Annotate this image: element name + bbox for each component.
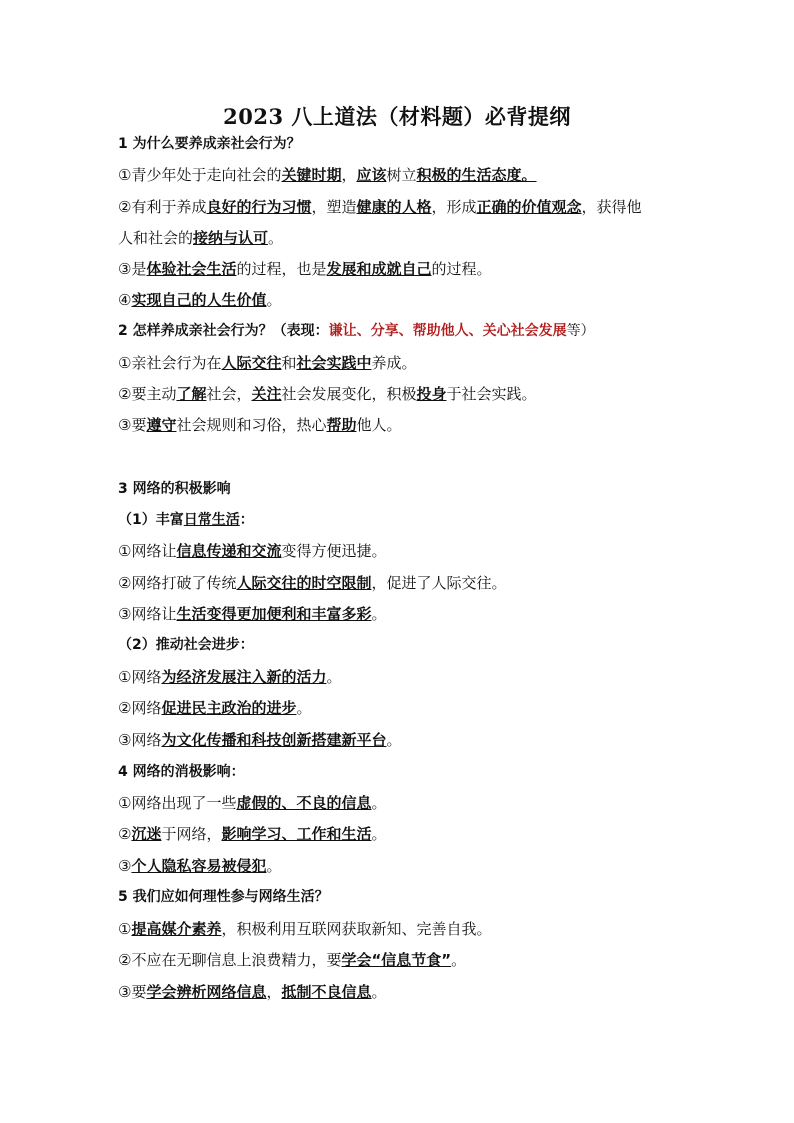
- keyword: 信息传递和交流: [176, 542, 282, 560]
- keyword: 良好的行为习惯: [206, 198, 312, 216]
- keyword: 体验社会生活: [146, 260, 237, 278]
- page-title: 2023 八上道法（材料题）必背提纲: [223, 104, 571, 129]
- keyword: 投身: [416, 385, 447, 403]
- text-run: ②: [118, 825, 132, 843]
- text-run: 变得方便迅捷。: [281, 542, 387, 560]
- text-run: ③网络: [118, 731, 162, 749]
- keyword: 沉迷: [131, 825, 162, 843]
- keyword: 关键时期: [281, 166, 342, 184]
- section-5-point-3: [118, 981, 734, 1003]
- text-run: 。: [451, 951, 467, 969]
- section-3-b-point-2: [118, 697, 734, 719]
- text-run: 社会，: [206, 385, 252, 403]
- text-run: 。: [266, 857, 282, 875]
- text-run: 和: [281, 354, 297, 372]
- keyword: 促进民主政治的进步: [161, 699, 297, 717]
- text-run: ，塑造: [311, 198, 357, 216]
- text-run: 他人。: [356, 416, 402, 434]
- keyword: 个人隐私容易被侵犯: [131, 857, 267, 875]
- keyword: 实现自己的人生价值: [131, 291, 267, 309]
- section-5-point-2: [118, 949, 734, 971]
- section-1-point-2: [118, 196, 734, 218]
- keyword: 发展和成就自己: [326, 260, 432, 278]
- text-run: 。: [266, 291, 282, 309]
- section-3-b-point-1: [118, 666, 734, 688]
- keyword: 积极的生活态度。: [416, 166, 537, 184]
- section-4-heading: 4 网络的消极影响：: [118, 764, 245, 780]
- section-1-point-3: [118, 258, 734, 280]
- text-run: ①网络让: [118, 542, 177, 560]
- section-4-point-2: [118, 823, 734, 845]
- text-run: ，积极利用互联网获取新知、完善自我。: [221, 920, 492, 938]
- keyword: 健康的人格: [356, 198, 432, 216]
- text-run: 的过程，也是: [236, 260, 327, 278]
- keyword: 生活变得更加便利和丰富多彩: [176, 605, 372, 623]
- text-run: ③是: [118, 260, 147, 278]
- text-run: ②网络打破了传统: [118, 574, 237, 592]
- text-run: ，获得他: [581, 198, 642, 216]
- text-run: 于网络，: [161, 825, 222, 843]
- section-3-b-point-3: [118, 729, 734, 751]
- section-2-heading: [118, 320, 734, 342]
- text-run: ，: [266, 983, 282, 1001]
- text-run: ③: [118, 857, 132, 875]
- text-run: ③要: [118, 416, 147, 434]
- keyword: 遵守: [146, 416, 177, 434]
- keyword: 为经济发展注入新的活力: [161, 668, 327, 686]
- section-3-a-point-2: [118, 572, 734, 594]
- text-run: ，: [341, 166, 357, 184]
- text-run: 。: [371, 605, 387, 623]
- keyword: 应该: [356, 166, 387, 184]
- keyword: 影响学习、工作和生活: [221, 825, 372, 843]
- text-run: 的过程。: [431, 260, 492, 278]
- text-run: ①青少年处于走向社会的: [118, 166, 282, 184]
- section-5-heading: 5 我们应如何理性参与网络生活？: [118, 889, 329, 905]
- text-run: 。: [326, 668, 342, 686]
- keyword: 人际交往的时空限制: [236, 574, 372, 592]
- text-run: 社会规则和习俗，热心: [176, 416, 327, 434]
- keyword: 社会实践中: [296, 354, 372, 372]
- text-run: ②有利于养成: [118, 198, 207, 216]
- keyword: 帮助: [326, 416, 357, 434]
- keyword: 抵制不良信息: [281, 983, 372, 1001]
- keyword: 学会“信息节食”: [341, 951, 452, 969]
- highlighted-keywords: 谦让、分享、帮助他人、关心社会发展: [328, 323, 567, 339]
- keyword: 正确的价值观念: [476, 198, 582, 216]
- text-run: 养成。: [371, 354, 417, 372]
- section-3-a-point-1: [118, 540, 734, 562]
- section-1-point-2-cont: [118, 227, 734, 249]
- text-run: ②要主动: [118, 385, 177, 403]
- keyword: 关注: [251, 385, 282, 403]
- text-run: ，形成: [431, 198, 477, 216]
- text-run: ：: [239, 512, 254, 528]
- keyword: 提高媒介素养: [131, 920, 222, 938]
- keyword: 接纳与认可: [193, 229, 269, 247]
- keyword: 人际交往: [221, 354, 282, 372]
- text-run: 于社会实践。: [446, 385, 537, 403]
- text-run: 。: [386, 731, 402, 749]
- section-2-point-3: [118, 414, 734, 436]
- section-4-point-3: [118, 855, 734, 877]
- section-1-point-1: [118, 164, 734, 186]
- text-run: 。: [371, 825, 387, 843]
- keyword: 了解: [176, 385, 207, 403]
- text-run: ③网络让: [118, 605, 177, 623]
- section-4-point-1: [118, 792, 734, 814]
- section-3-sub-1: [118, 509, 734, 531]
- text-run: 。: [296, 699, 312, 717]
- section-3-heading: 3 网络的积极影响: [118, 481, 231, 497]
- text-run: （1）丰富: [118, 512, 184, 528]
- text-run: ②不应在无聊信息上浪费精力，要: [118, 951, 342, 969]
- section-3-sub-2: （2）推动社会进步：: [118, 637, 254, 653]
- text-run: 。: [268, 229, 284, 247]
- keyword: 学会辨析网络信息: [146, 983, 267, 1001]
- text-run: ①亲社会行为在: [118, 354, 222, 372]
- section-2-point-1: [118, 352, 734, 374]
- text-run: 。: [371, 794, 387, 812]
- text-run: 等）: [566, 323, 595, 339]
- section-2-point-2: [118, 383, 734, 405]
- section-3-a-point-3: [118, 603, 734, 625]
- keyword: 虚假的、不良的信息: [236, 794, 372, 812]
- keyword: 日常生活: [183, 512, 240, 528]
- text-run: ①网络出现了一些: [118, 794, 237, 812]
- section-1-point-4: [118, 289, 734, 311]
- text-run: ②网络: [118, 699, 162, 717]
- text-run: ，促进了人际交往。: [371, 574, 507, 592]
- text-run: ①网络: [118, 668, 162, 686]
- text-run: 。: [371, 983, 387, 1001]
- text-run: ③要: [118, 983, 147, 1001]
- text-run: 人和社会的: [118, 229, 194, 247]
- text-run: ①: [118, 920, 132, 938]
- text-run: 社会发展变化，积极: [281, 385, 417, 403]
- keyword: 为文化传播和科技创新搭建新平台: [161, 731, 387, 749]
- text-run: ④: [118, 291, 132, 309]
- text-run: 2 怎样养成亲社会行为？（表现：: [118, 323, 329, 339]
- section-5-point-1: [118, 918, 734, 940]
- text-run: 树立: [386, 166, 417, 184]
- section-1-heading: 1 为什么要养成亲社会行为？: [118, 136, 301, 152]
